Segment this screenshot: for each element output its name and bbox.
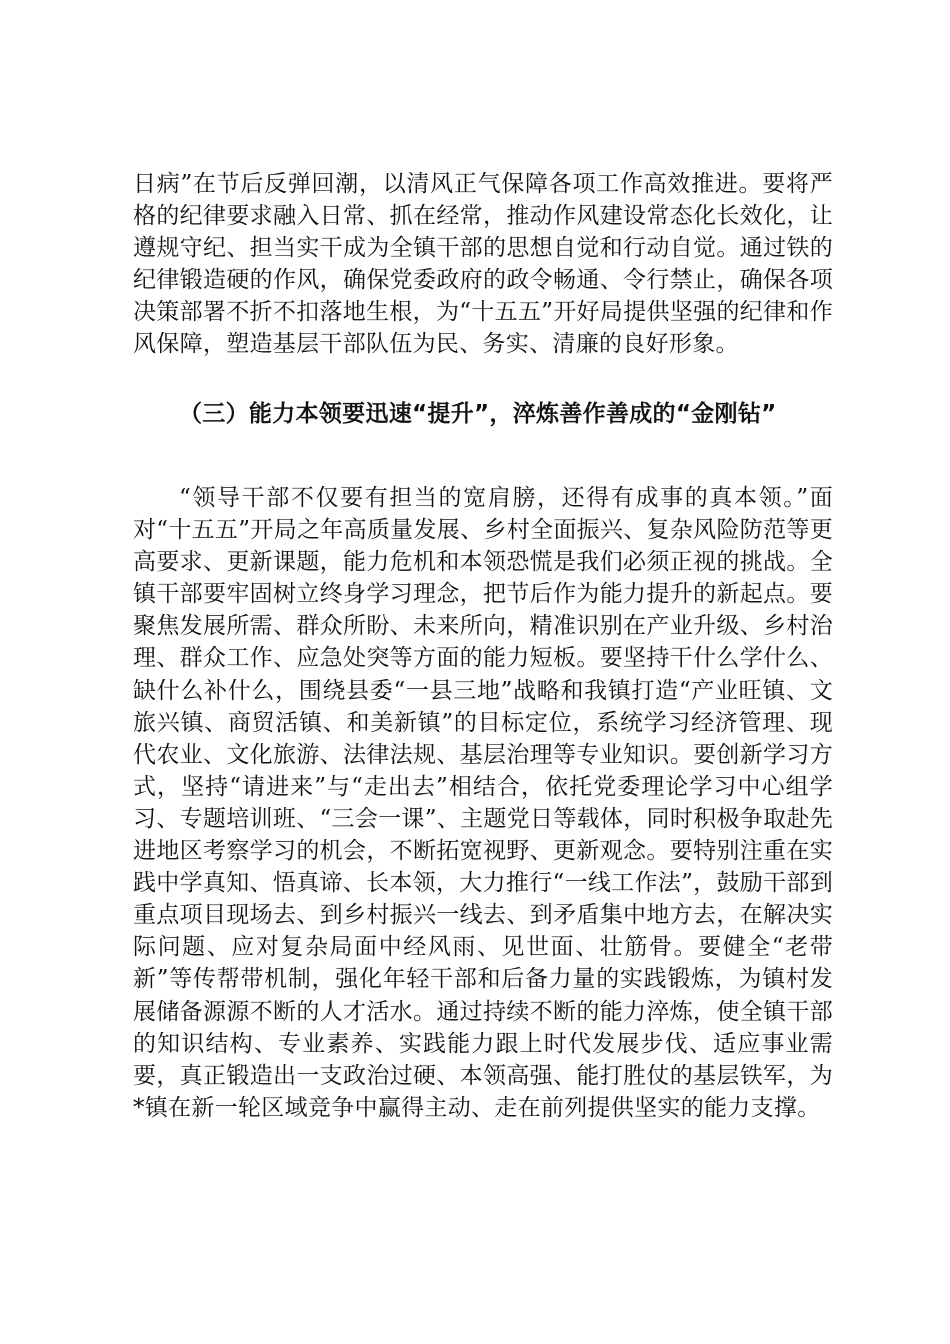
- body-paragraph-continued: [133, 168, 833, 361]
- section-heading: （三）能力本领要迅速“提升”，淬炼善作善成的“金刚钻”: [179, 401, 777, 427]
- body-paragraph: [133, 482, 833, 1124]
- paragraph-text: 日病”在节后反弹回潮，以清风正气保障各项工作高效推进。要将严格的纪律要求融入日常、抓在经常，推动作风建设常态化长效化，让遵规守纪、担当实干成为全镇干部的思想自觉和行动自觉。通过铁的纪律锻造硬的作风，确保党委政府的政令畅通、令行禁止，确保各项决策部署不折不扣落地生根，为“十五五”开好局提供坚强的纪律和作风保障，塑造基层干部队伍为民、务实、清廉的良好形象。: [133, 171, 833, 358]
- paragraph-text: “领导干部不仅要有担当的宽肩膀，还得有成事的真本领。”面对“十五五”开局之年高质量发展、乡村全面振兴、复杂风险防范等更高要求、更新课题，能力危机和本领恐慌是我们必须正视的挑战。全镇干部要牢固树立终身学习理念，把节后作为能力提升的新起点。要聚焦发展所需、群众所盼、未来所向，精准识别在产业升级、乡村治理、群众工作、应急处突等方面的能力短板。要坚持干什么学什么、缺什么补什么，围绕县委“一县三地”战略和我镇打造“产业旺镇、文旅兴镇、商贸活镇、和美新镇”的目标定位，系统学习经济管理、现代农业、文化旅游、法律法规、基层治理等专业知识。要创新学习方式，坚持“请进来”与“走出去”相结合，依托党委理论学习中心组学习、专题培训班、“三会一课”、主题党日等载体，同时积极争取赴先进地区考察学习的机会，不断拓宽视野、更新观念。要特别注重在实践中学真知、悟真谛、长本领，大力推行“一线工作法”，鼓励干部到重点项目现场去、到乡村振兴一线去、到矛盾集中地方去，在解决实际问题、应对复杂局面中经风雨、见世面、壮筋骨。要健全“老带新”等传帮带机制，强化年轻干部和后备力量的实践锻炼，为镇村发展储备源源不断的人才活水。通过持续不断的能力淬炼，使全镇干部的知识结构、专业素养、实践能力跟上时代发展步伐、适应事业需要，真正锻造出一支政治过硬、本领高强、能打胜仗的基层铁军，为*镇在新一轮区域竞争中赢得主动、走在前列提供坚实的能力支撑。: [133, 485, 833, 1121]
